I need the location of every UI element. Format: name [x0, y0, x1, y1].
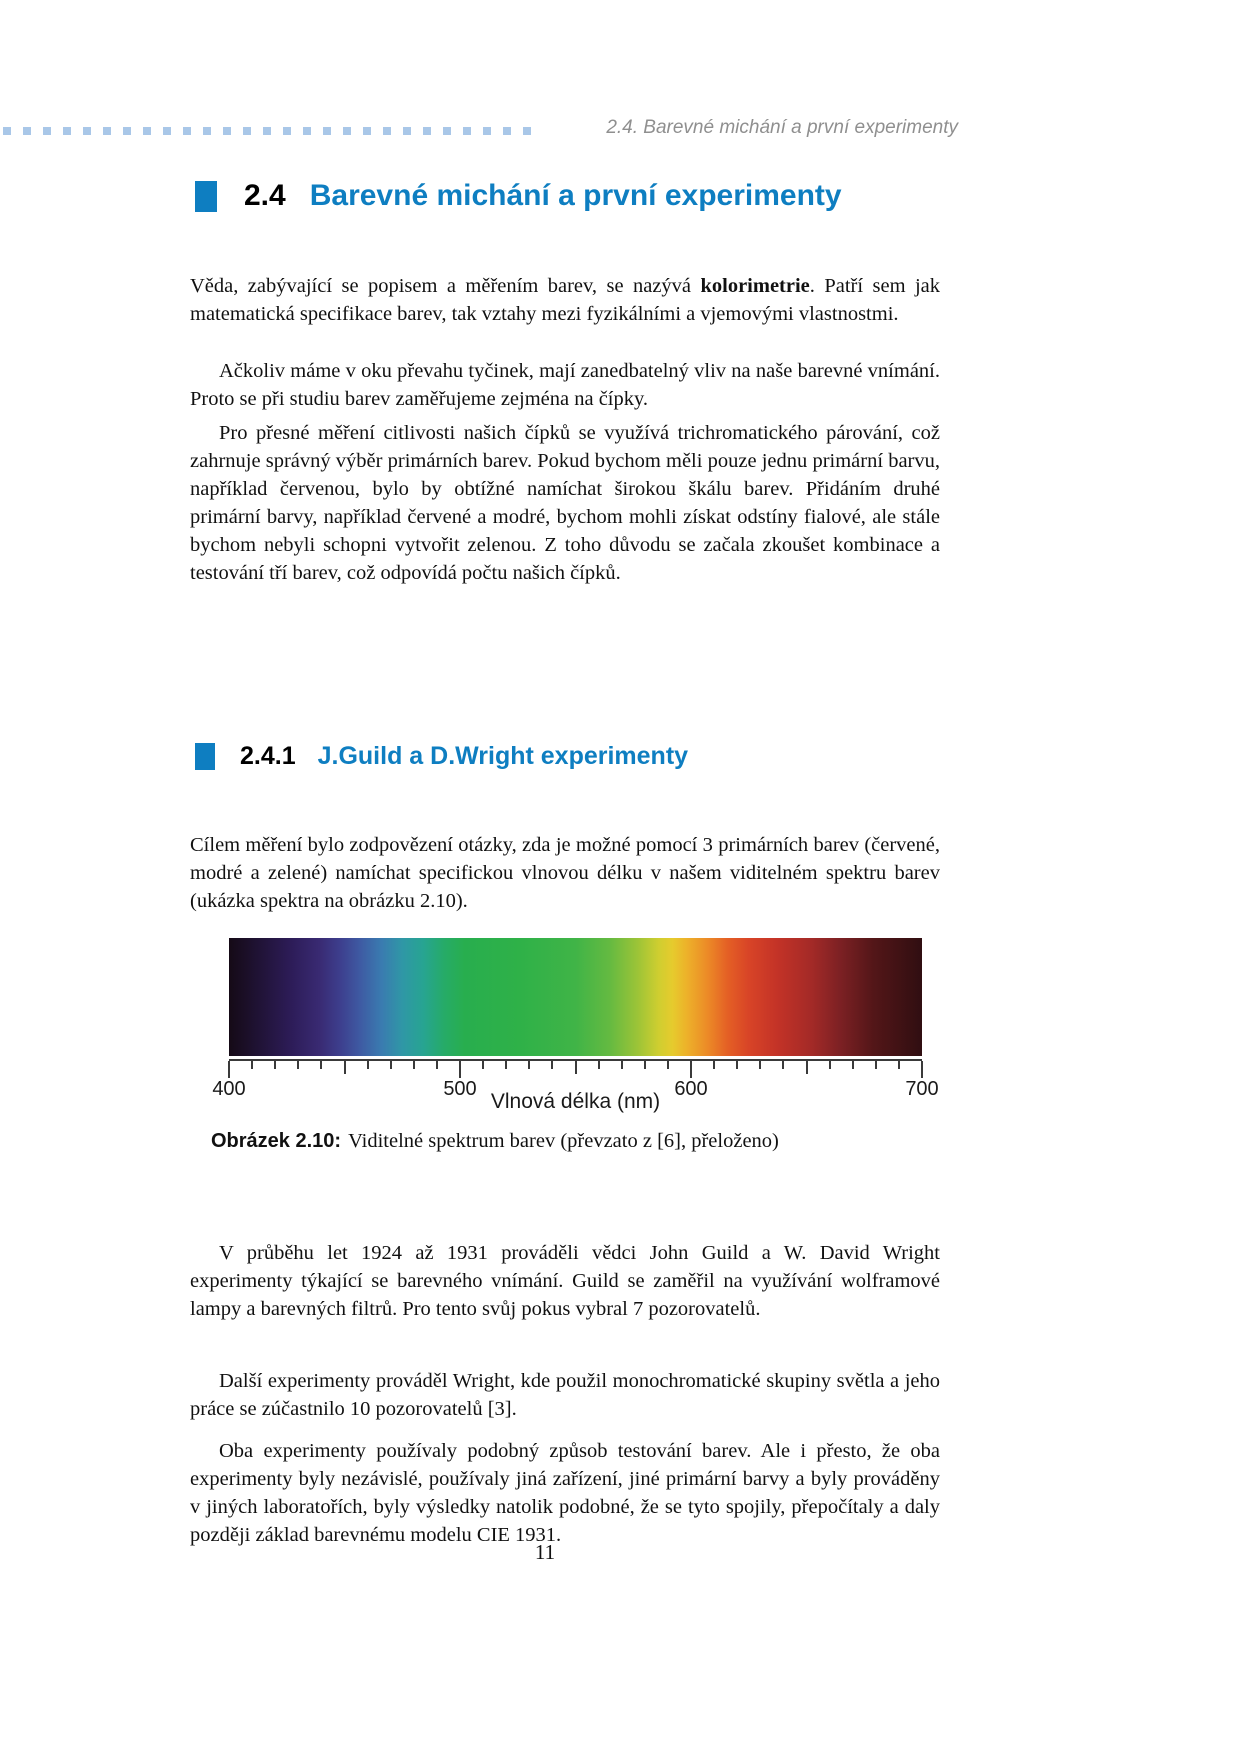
- axis-tick-label: 700: [905, 1078, 939, 1100]
- section-number: 2.4: [244, 179, 286, 212]
- axis-tick: [436, 1061, 438, 1069]
- figure-spectrum: [212, 938, 939, 1118]
- paragraph-text: Věda, zabývající se popisem a měřením barev, se nazývá: [190, 274, 701, 297]
- axis-tick: [482, 1061, 484, 1069]
- axis-tick: [551, 1061, 553, 1069]
- axis-tick: [782, 1061, 784, 1069]
- paragraph-text: . Patří sem jak matematická specifikace barev, tak vztahy mezi fyzikálními a vjemovými vlastnostmi.: [190, 274, 940, 325]
- running-header: 2.4. Barevné michání a první experimenty: [606, 117, 958, 138]
- paragraph-tycinky: Ačkoliv máme v oku převahu tyčinek, mají zanedbatelný vliv na naše barevné vnímání. Proto se při studiu barev zaměřujeme zejména na čípky.: [190, 359, 940, 410]
- subsection-number: 2.4.1: [240, 742, 296, 770]
- axis-tick: [505, 1061, 507, 1069]
- bold-term-kolorimetrie: kolorimetrie: [700, 274, 810, 297]
- axis-tick: [413, 1061, 415, 1069]
- axis-tick: [251, 1061, 253, 1069]
- paragraph-cie-1931: Oba experimenty používaly podobný způsob testování barev. Ale i přesto, že oba experimenty byly nezávislé, používaly jiná zařízení, jiné primární barvy a byly prováděny v jiných laboratořích, byly výsledky natolik podobné, že se tyto spojily, přepočítaly a daly později základ barevnému modelu CIE 1931.: [190, 1439, 940, 1546]
- paragraph-guild: V průběhu let 1924 až 1931 prováděli vědci John Guild a W. David Wright experimenty týkající se barevného vnímání. Guild se zaměřil na využívání wolframové lampy a barevných filtrů. Pro tento svůj pokus vybral 7 pozorovatelů.: [190, 1241, 940, 1320]
- figure-caption: [211, 1128, 931, 1155]
- caption-text: Viditelné spektrum barev (převzato z [6], přeloženo): [348, 1130, 779, 1152]
- axis-tick-label: 600: [674, 1078, 708, 1100]
- caption-label: Obrázek 2.10:: [211, 1130, 342, 1152]
- axis-tick: [297, 1061, 299, 1069]
- axis-tick: [852, 1061, 854, 1069]
- axis-tick: [528, 1061, 530, 1069]
- subsection-title: J.Guild a D.Wright experimenty: [317, 742, 689, 770]
- axis-tick: [736, 1061, 738, 1069]
- axis-tick: [344, 1061, 346, 1074]
- paragraph-cil-mereni: Cílem měření bylo zodpovězení otázky, zda je možné pomocí 3 primárních barev (červené, modré a zelené) namíchat specifickou vlnovou délku v našem viditelném spektru barev (ukázka spektra na obrázku 2.10).: [190, 833, 940, 912]
- axis-tick: [921, 1061, 923, 1078]
- axis-tick: [228, 1061, 230, 1078]
- header-dotted-rule: [3, 127, 539, 135]
- axis-tick: [320, 1061, 322, 1069]
- axis-tick: [875, 1061, 877, 1069]
- axis-tick: [459, 1061, 461, 1078]
- axis-tick: [367, 1061, 369, 1069]
- axis-tick: [598, 1061, 600, 1069]
- axis-tick: [829, 1061, 831, 1069]
- axis-tick: [806, 1061, 808, 1074]
- axis-tick: [759, 1061, 761, 1069]
- axis-tick: [644, 1061, 646, 1069]
- axis-tick: [690, 1061, 692, 1078]
- page-number: 11: [534, 1540, 556, 1564]
- axis-tick-label: 400: [212, 1078, 246, 1100]
- paragraph-trichromaticke-parovani: Pro přesné měření citlivosti našich čípků se využívá trichromatického párování, což zahrnuje správný výběr primárních barev. Pokud bychom měli pouze jednu primární barvu, například červenou, bylo by obtížné namíchat širokou škálu barev. Přidáním druhé primární barvy, například červené a modré, bychom mohli získat odstíny fialové, ale stále bychom nebyli schopni vytvořit zelenou. Z toho důvodu se začala zkoušet kombinace a testování tří barev, což odpovídá počtu našich čípků.: [190, 421, 940, 584]
- axis-tick: [390, 1061, 392, 1069]
- axis-tick: [667, 1061, 669, 1069]
- paragraph-wright: Další experimenty prováděl Wright, kde použil monochromatické skupiny světla a jeho práce se zúčastnilo 10 pozorovatelů [3].: [190, 1369, 940, 1420]
- section-marker-square: [195, 181, 217, 212]
- subsection-heading: [195, 742, 688, 770]
- axis-tick-label: 500: [443, 1078, 477, 1100]
- axis-tick: [274, 1061, 276, 1069]
- axis-tick: [898, 1061, 900, 1069]
- axis-title: Vlnová délka (nm): [490, 1090, 661, 1113]
- section-title: Barevné michání a první experimenty: [309, 179, 842, 212]
- visible-spectrum-image: [229, 938, 922, 1056]
- section-heading: [195, 179, 842, 213]
- axis-tick: [575, 1061, 577, 1074]
- axis-tick: [621, 1061, 623, 1069]
- paragraph-kolorimetrie: [190, 272, 940, 328]
- subsection-marker-square: [195, 743, 215, 770]
- axis-tick: [713, 1061, 715, 1069]
